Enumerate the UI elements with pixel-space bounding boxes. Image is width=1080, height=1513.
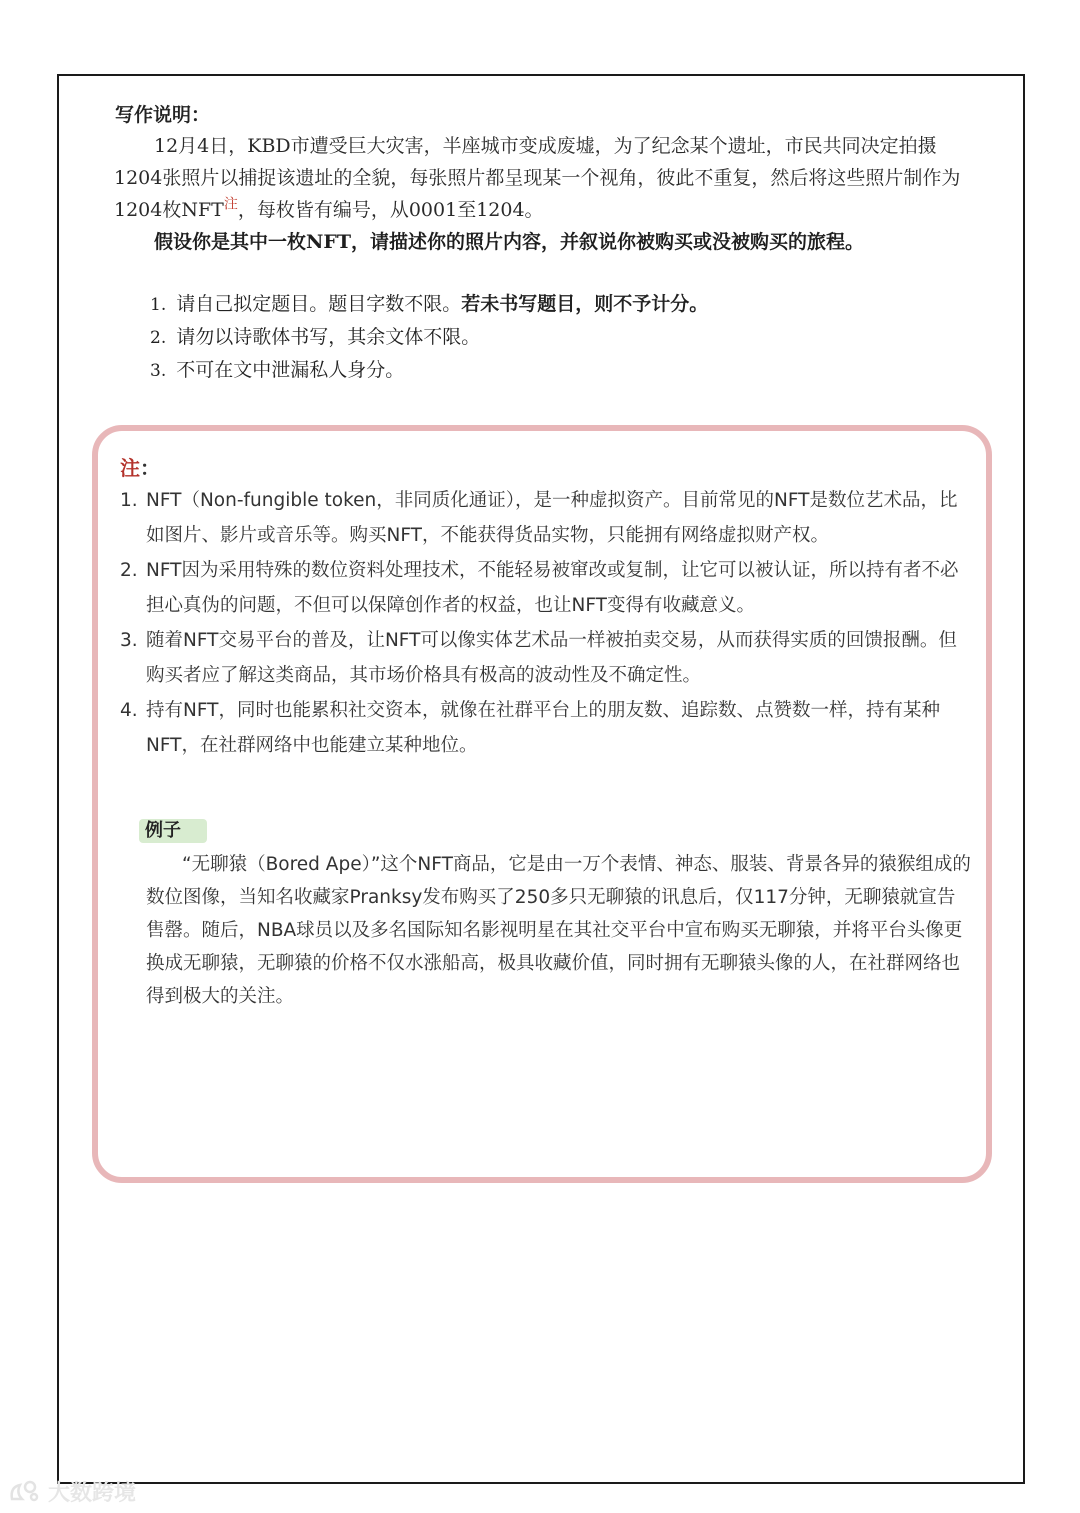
rule-text: 请自己拟定题目。题目字数不限。 bbox=[176, 293, 462, 315]
note-number: 2. bbox=[120, 560, 138, 581]
rule-number: 2. bbox=[150, 328, 167, 348]
note-item bbox=[120, 553, 972, 623]
note-text: 持有NFT，同时也能累积社交资本，就像在社群平台上的朋友数、追踪数、点赞数一样，持有某种NFT，在社群网络中也能建立某种地位。 bbox=[146, 700, 940, 756]
example-label: 例子 bbox=[139, 819, 207, 843]
note-text: NFT因为采用特殊的数位资料处理技术，不能轻易被窜改或复制，让它可以被认证，所以持有者不必担心真伪的问题，不但可以保障创作者的权益，也让NFT变得有收藏意义。 bbox=[146, 560, 959, 616]
watermark-text: 大数跨境 bbox=[48, 1481, 137, 1506]
rule-item bbox=[150, 288, 708, 321]
note-text: 随着NFT交易平台的普及，让NFT可以像实体艺术品一样被拍卖交易，从而获得实质的回馈报酬。但购买者应了解这类商品，其市场价格具有极高的波动性及不确定性。 bbox=[146, 630, 957, 686]
rule-number: 3. bbox=[150, 361, 167, 381]
note-item bbox=[120, 483, 972, 553]
intro-paragraph bbox=[114, 130, 974, 226]
note-title-text: 注 bbox=[120, 456, 140, 480]
task-paragraph: 假设你是其中一枚NFT，请描述你的照片内容，并叙说你被购买或没被购买的旅程。 bbox=[154, 231, 864, 253]
note-item bbox=[120, 623, 972, 693]
example-paragraph: “无聊猿（Bored Ape）”这个NFT商品，它是由一万个表情、神态、服装、背景各异的猿猴组成的数位图像，当知名收藏家Pranksy发布购买了250多只无聊猿的讯息后，仅117分钟，无聊猿就宣告售罄。随后，NBA球员以及多名国际知名影视明星在其社交平台中宣布购买无聊猿，并将平台头像更换成无聊猿，无聊猿的价格不仅水涨船高，极具收藏价值，同时拥有无聊猿头像的人，在社群网络也得到极大的关注。 bbox=[146, 854, 971, 1007]
watermark-logo-icon bbox=[8, 1479, 42, 1505]
rule-item bbox=[150, 354, 708, 387]
note-list bbox=[120, 483, 972, 763]
note-title bbox=[120, 452, 160, 481]
rule-number: 1. bbox=[150, 295, 167, 315]
rule-text: 请勿以诗歌体书写，其余文体不限。 bbox=[176, 326, 481, 348]
rule-text: 不可在文中泄漏私人身分。 bbox=[176, 359, 405, 381]
note-text: NFT（Non-fungible token，非同质化通证），是一种虚拟资产。目前常见的NFT是数位艺术品，比如图片、影片或音乐等。购买NFT，不能获得货品实物，只能拥有网络虚拟财产权。 bbox=[146, 490, 958, 546]
section-heading: 写作说明： bbox=[115, 104, 211, 126]
note-item bbox=[120, 693, 972, 763]
rule-item bbox=[150, 321, 708, 354]
note-title-colon: ： bbox=[140, 456, 160, 480]
rule-bold-text: 若未书写题目，则不予计分。 bbox=[461, 293, 709, 315]
watermark bbox=[8, 1476, 136, 1507]
note-number: 3. bbox=[120, 630, 138, 651]
note-number: 1. bbox=[120, 490, 138, 511]
intro-text-before: 12月4日，KBD市遭受巨大灾害，半座城市变成废墟，为了纪念某个遗址，市民共同决定拍摄1204张照片以捕捉该遗址的全貌，每张照片都呈现某一个视角，彼此不重复，然后将这些照片制作为1204枚NFT bbox=[114, 135, 961, 221]
rules-list bbox=[150, 288, 708, 387]
intro-text-after: ，每枚皆有编号，从0001至1204。 bbox=[237, 199, 544, 221]
note-number: 4. bbox=[120, 700, 138, 721]
footnote-mark: 注 bbox=[223, 196, 238, 213]
